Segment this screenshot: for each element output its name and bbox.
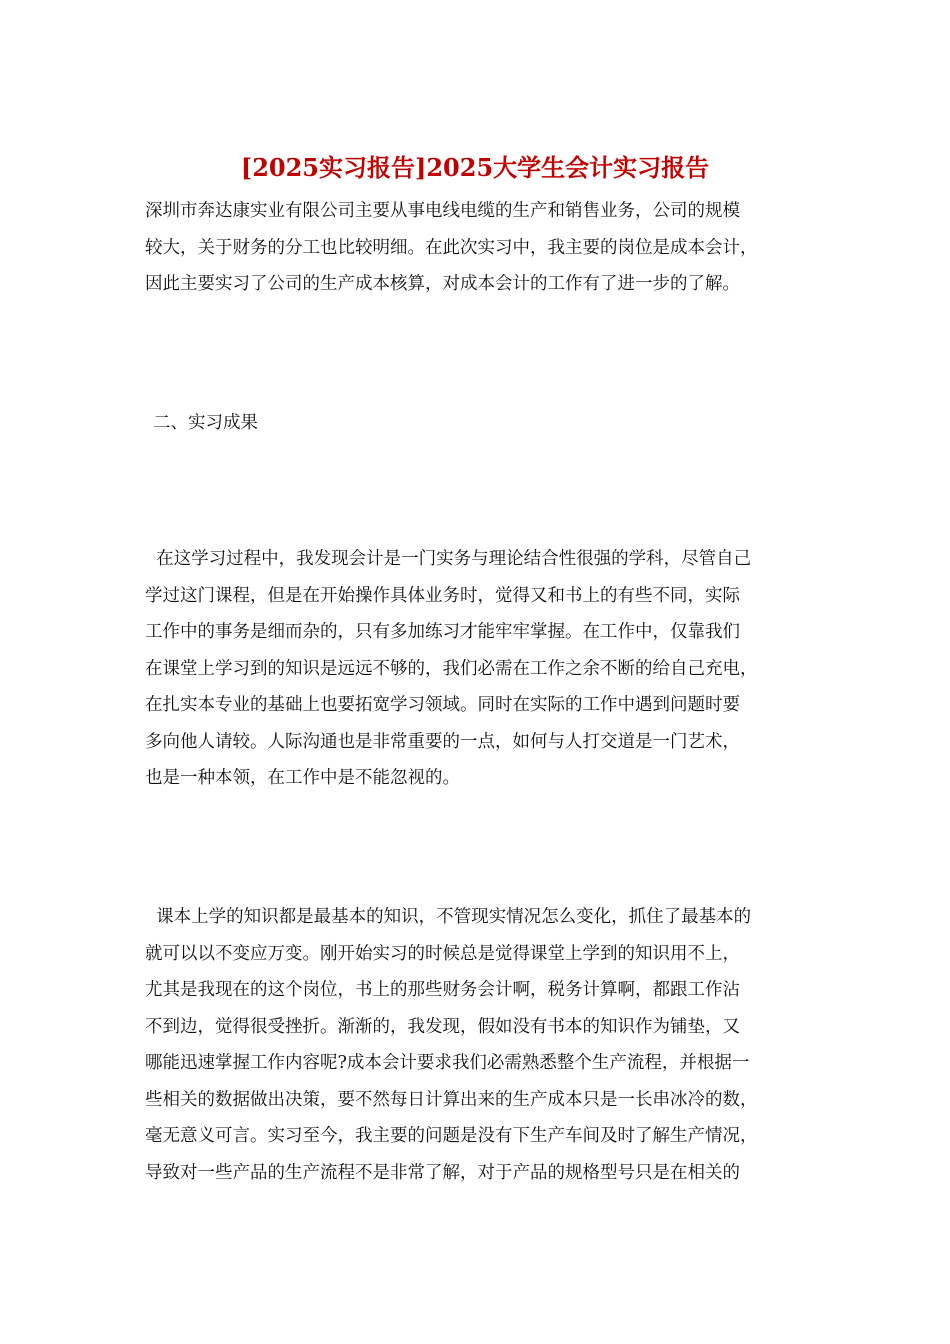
textbook-line: 导致对一些产品的生产流程不是非常了解，对于产品的规格型号只是在相关的 — [145, 1162, 740, 1183]
textbook-line: 不到边，觉得很受挫折。渐渐的，我发现，假如没有书本的知识作为铺垫，又 — [145, 1016, 740, 1037]
results-line: 在这学习过程中，我发现会计是一门实务与理论结合性很强的学科，尽管自己 — [145, 549, 752, 569]
intro-line: 因此主要实习了公司的生产成本核算，对成本会计的工作有了进一步的了解。 — [145, 274, 740, 294]
textbook-line: 毫无意义可言。实习至今，我主要的问题是没有下生产车间及时了解生产情况， — [145, 1126, 758, 1146]
section-heading: 二、实习成果 — [153, 413, 258, 433]
textbook-line: 课本上学的知识都是最基本的知识，不管现实情况怎么变化，抓住了最基本的 — [145, 907, 752, 927]
textbook-line: 些相关的数据做出决策，要不然每日计算出来的生产成本只是一长串冰冷的数， — [145, 1089, 758, 1110]
results-paragraph — [145, 541, 810, 797]
results-line: 在扎实本专业的基础上也要拓宽学习领域。同时在实际的工作中遇到问题时要 — [145, 695, 740, 715]
textbook-line: 就可以以不变应万变。刚开始实习的时候总是觉得课堂上学到的知识用不上， — [145, 943, 740, 964]
results-line: 学过这门课程，但是在开始操作具体业务时，觉得又和书上的有些不同，实际 — [145, 585, 740, 606]
textbook-line: 尤其是我现在的这个岗位，书上的那些财务会计啊，税务计算啊，都跟工作沾 — [145, 980, 740, 1000]
results-line: 多向他人请较。人际沟通也是非常重要的一点，如何与人打交道是一门艺术， — [145, 731, 740, 752]
document-title: [2025实习报告]2025大学生会计实习报告 — [240, 153, 710, 182]
intro-line: 较大，关于财务的分工也比较明细。在此次实习中，我主要的岗位是成本会计， — [145, 237, 758, 258]
intro-paragraph — [145, 193, 810, 303]
results-line: 工作中的事务是细而杂的，只有多加练习才能牢牢掌握。在工作中，仅靠我们 — [145, 622, 740, 642]
textbook-line: 哪能迅速掌握工作内容呢?成本会计要求我们必需熟悉整个生产流程，并根据一 — [145, 1053, 750, 1073]
intro-line: 深圳市奔达康实业有限公司主要从事电线电缆的生产和销售业务，公司的规模 — [145, 201, 740, 221]
results-line: 也是一种本领，在工作中是不能忽视的。 — [145, 768, 460, 788]
results-line: 在课堂上学习到的知识是远远不够的，我们必需在工作之余不断的给自己充电， — [145, 658, 758, 679]
textbook-paragraph — [145, 899, 810, 1191]
